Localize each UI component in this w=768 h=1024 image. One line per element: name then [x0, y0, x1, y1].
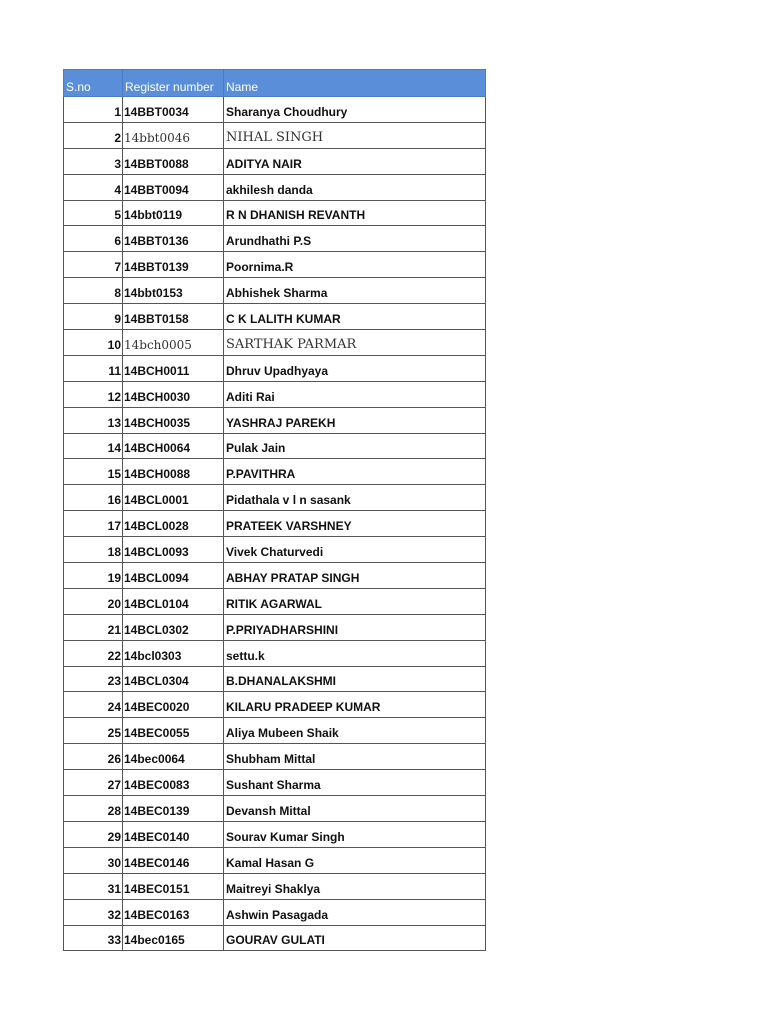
table-row [64, 97, 486, 123]
table-row [64, 718, 486, 744]
sno-cell[interactable]: 2 [64, 122, 123, 148]
sno-cell[interactable]: 1 [64, 97, 123, 123]
sno-cell[interactable]: 9 [64, 304, 123, 330]
register-number-cell[interactable]: 14BEC0055 [123, 718, 224, 744]
name-cell[interactable]: Pidathala v l n sasank [224, 485, 486, 511]
name-cell[interactable]: Sharanya Choudhury [224, 97, 486, 123]
name-cell[interactable]: akhilesh danda [224, 174, 486, 200]
sno-cell[interactable]: 18 [64, 537, 123, 563]
name-cell[interactable]: Sourav Kumar Singh [224, 821, 486, 847]
table-row [64, 433, 486, 459]
sno-cell[interactable]: 4 [64, 174, 123, 200]
table-row [64, 847, 486, 873]
table-row [64, 381, 486, 407]
register-number-cell[interactable]: 14BCL0093 [123, 537, 224, 563]
sno-cell[interactable]: 27 [64, 770, 123, 796]
register-number-cell[interactable]: 14BCL0104 [123, 588, 224, 614]
register-number-cell[interactable]: 14BBT0139 [123, 252, 224, 278]
register-number-cell[interactable]: 14BEC0163 [123, 899, 224, 925]
table-row [64, 511, 486, 537]
name-cell[interactable]: Aditi Rai [224, 381, 486, 407]
table-row [64, 873, 486, 899]
register-number-cell[interactable]: 14BEC0083 [123, 770, 224, 796]
sno-cell[interactable]: 30 [64, 847, 123, 873]
sno-cell[interactable]: 29 [64, 821, 123, 847]
register-number-cell[interactable]: 14BEC0139 [123, 796, 224, 822]
sno-cell[interactable]: 5 [64, 200, 123, 226]
sno-cell[interactable]: 14 [64, 433, 123, 459]
sno-cell[interactable]: 23 [64, 666, 123, 692]
table-row [64, 304, 486, 330]
name-cell[interactable]: C K LALITH KUMAR [224, 304, 486, 330]
register-number-cell[interactable]: 14bbt0119 [123, 200, 224, 226]
table-row [64, 614, 486, 640]
register-number-cell[interactable]: 14BBT0034 [123, 97, 224, 123]
sno-cell[interactable]: 20 [64, 588, 123, 614]
sno-cell[interactable]: 28 [64, 796, 123, 822]
register-number-cell[interactable]: 14BCH0064 [123, 433, 224, 459]
name-cell[interactable]: Sushant Sharma [224, 770, 486, 796]
sno-cell[interactable]: 11 [64, 355, 123, 381]
register-number-cell[interactable]: 14bec0064 [123, 744, 224, 770]
table-row [64, 122, 486, 148]
name-cell[interactable]: Aliya Mubeen Shaik [224, 718, 486, 744]
name-cell[interactable]: Maitreyi Shaklya [224, 873, 486, 899]
register-number-cell[interactable]: 14BEC0151 [123, 873, 224, 899]
sno-cell[interactable]: 17 [64, 511, 123, 537]
name-cell[interactable]: P.PAVITHRA [224, 459, 486, 485]
name-cell[interactable]: Poornima.R [224, 252, 486, 278]
sno-cell[interactable]: 26 [64, 744, 123, 770]
header-row [64, 70, 486, 97]
table-row [64, 200, 486, 226]
name-cell[interactable]: KILARU PRADEEP KUMAR [224, 692, 486, 718]
header-register-number[interactable]: Register number [123, 70, 224, 97]
table-row [64, 407, 486, 433]
name-cell[interactable]: YASHRAJ PAREKH [224, 407, 486, 433]
name-cell[interactable]: settu.k [224, 640, 486, 666]
name-cell[interactable]: Pulak Jain [224, 433, 486, 459]
name-cell[interactable]: GOURAV GULATI [224, 925, 486, 951]
register-number-cell[interactable]: 14bch0005 [123, 330, 224, 356]
register-number-cell[interactable]: 14bec0165 [123, 925, 224, 951]
sno-cell[interactable]: 24 [64, 692, 123, 718]
table-row [64, 796, 486, 822]
name-cell[interactable]: Ashwin Pasagada [224, 899, 486, 925]
name-cell[interactable]: Arundhathi P.S [224, 226, 486, 252]
sno-cell[interactable]: 32 [64, 899, 123, 925]
table-row [64, 770, 486, 796]
table-row [64, 588, 486, 614]
name-cell[interactable]: Kamal Hasan G [224, 847, 486, 873]
table-row [64, 252, 486, 278]
name-cell[interactable]: RITIK AGARWAL [224, 588, 486, 614]
register-number-cell[interactable]: 14BCL0001 [123, 485, 224, 511]
register-number-cell[interactable]: 14bcl0303 [123, 640, 224, 666]
sno-cell[interactable]: 22 [64, 640, 123, 666]
table-row [64, 148, 486, 174]
register-number-cell[interactable]: 14BCL0302 [123, 614, 224, 640]
register-number-cell[interactable]: 14BEC0140 [123, 821, 224, 847]
register-number-cell[interactable]: 14BCL0028 [123, 511, 224, 537]
table-row [64, 899, 486, 925]
register-number-cell[interactable]: 14BBT0136 [123, 226, 224, 252]
table-row [64, 226, 486, 252]
table-row [64, 563, 486, 589]
name-cell[interactable]: P.PRIYADHARSHINI [224, 614, 486, 640]
sno-cell[interactable]: 33 [64, 925, 123, 951]
register-number-cell[interactable]: 14bbt0153 [123, 278, 224, 304]
student-table [63, 69, 486, 951]
name-cell[interactable]: Dhruv Upadhyaya [224, 355, 486, 381]
name-cell[interactable]: Vivek Chaturvedi [224, 537, 486, 563]
spreadsheet [63, 69, 485, 951]
table-row [64, 925, 486, 951]
sno-cell[interactable]: 19 [64, 563, 123, 589]
table-row [64, 537, 486, 563]
header-sno[interactable]: S.no [64, 70, 123, 97]
register-number-cell[interactable]: 14BBT0158 [123, 304, 224, 330]
sno-cell[interactable]: 3 [64, 148, 123, 174]
name-cell[interactable]: SARTHAK PARMAR [224, 330, 486, 356]
table-row [64, 278, 486, 304]
sno-cell[interactable]: 31 [64, 873, 123, 899]
table-row [64, 666, 486, 692]
table-row [64, 355, 486, 381]
name-cell[interactable]: Devansh Mittal [224, 796, 486, 822]
sno-cell[interactable]: 16 [64, 485, 123, 511]
name-cell[interactable]: B.DHANALAKSHMI [224, 666, 486, 692]
sno-cell[interactable]: 12 [64, 381, 123, 407]
table-row [64, 744, 486, 770]
register-number-cell[interactable]: 14bbt0046 [123, 122, 224, 148]
name-cell[interactable]: R N DHANISH REVANTH [224, 200, 486, 226]
register-number-cell[interactable]: 14BBT0088 [123, 148, 224, 174]
register-number-cell[interactable]: 14BBT0094 [123, 174, 224, 200]
register-number-cell[interactable]: 14BCH0035 [123, 407, 224, 433]
sno-cell[interactable]: 8 [64, 278, 123, 304]
register-number-cell[interactable]: 14BEC0020 [123, 692, 224, 718]
sno-cell[interactable]: 6 [64, 226, 123, 252]
register-number-cell[interactable]: 14BCL0094 [123, 563, 224, 589]
header-name[interactable]: Name [224, 70, 486, 97]
table-row [64, 692, 486, 718]
sno-cell[interactable]: 21 [64, 614, 123, 640]
sno-cell[interactable]: 15 [64, 459, 123, 485]
register-number-cell[interactable]: 14BCL0304 [123, 666, 224, 692]
table-row [64, 485, 486, 511]
table-row [64, 640, 486, 666]
name-cell[interactable]: NIHAL SINGH [224, 122, 486, 148]
name-cell[interactable]: PRATEEK VARSHNEY [224, 511, 486, 537]
register-number-cell[interactable]: 14BCH0030 [123, 381, 224, 407]
sno-cell[interactable]: 7 [64, 252, 123, 278]
name-cell[interactable]: Shubham Mittal [224, 744, 486, 770]
table-row [64, 174, 486, 200]
table-row [64, 821, 486, 847]
name-cell[interactable]: ADITYA NAIR [224, 148, 486, 174]
sno-cell[interactable]: 25 [64, 718, 123, 744]
sno-cell[interactable]: 10 [64, 330, 123, 356]
name-cell[interactable]: Abhishek Sharma [224, 278, 486, 304]
register-number-cell[interactable]: 14BCH0088 [123, 459, 224, 485]
table-row [64, 459, 486, 485]
register-number-cell[interactable]: 14BEC0146 [123, 847, 224, 873]
table-row [64, 330, 486, 356]
name-cell[interactable]: ABHAY PRATAP SINGH [224, 563, 486, 589]
sno-cell[interactable]: 13 [64, 407, 123, 433]
register-number-cell[interactable]: 14BCH0011 [123, 355, 224, 381]
